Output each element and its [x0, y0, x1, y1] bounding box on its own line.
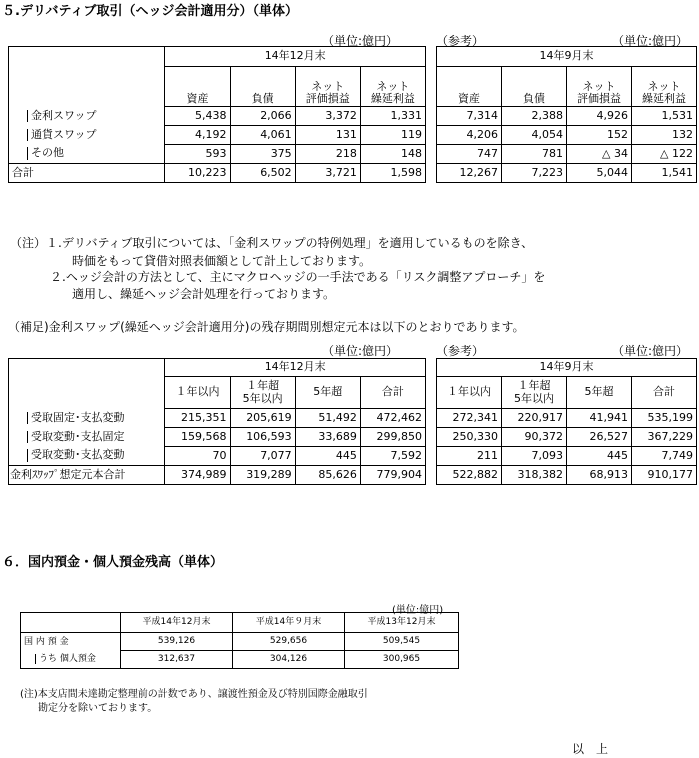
header-1-5y: １年超 5年以内 — [230, 377, 295, 409]
cell: 593 — [165, 145, 230, 164]
table-row-total — [9, 466, 426, 485]
cell: 7,077 — [230, 447, 295, 466]
cell: 7,223 — [502, 164, 567, 183]
table-row — [437, 145, 697, 164]
header-within-1y: １年以内 — [437, 377, 502, 409]
cell: 1,331 — [360, 107, 425, 126]
row-label: 通貨スワップ — [9, 126, 165, 145]
row-label: 受取変動･支払変動 — [9, 447, 165, 466]
cell: 5,044 — [567, 164, 632, 183]
cell: 3,372 — [295, 107, 360, 126]
cell: 779,904 — [360, 466, 425, 485]
header-over-5y: 5年超 — [567, 377, 632, 409]
cell: 131 — [295, 126, 360, 145]
cell: 1,598 — [360, 164, 425, 183]
cell: 10,223 — [165, 164, 230, 183]
header-over-5y: 5年超 — [295, 377, 360, 409]
swap-notional-table — [8, 358, 426, 485]
cell: 445 — [295, 447, 360, 466]
cell: 272,341 — [437, 409, 502, 428]
deposits-table — [20, 612, 459, 669]
cell: 6,502 — [230, 164, 295, 183]
cell: 781 — [502, 145, 567, 164]
row-label: 金利ｽﾜｯﾌﾟ想定元本合計 — [9, 466, 165, 485]
cell: 68,913 — [567, 466, 632, 485]
cell: △ 122 — [632, 145, 697, 164]
derivatives-table — [8, 46, 426, 183]
cell: 3,721 — [295, 164, 360, 183]
cell: 375 — [230, 145, 295, 164]
corner-cell — [21, 613, 121, 633]
section6-note: 勘定分を除いております。 — [38, 703, 158, 714]
cell: 159,568 — [165, 428, 230, 447]
cell: 220,917 — [502, 409, 567, 428]
note-line: （注）１.デリバティブ取引については、「金利スワップの特例処理」を適用しているものを除き、 — [10, 236, 534, 250]
table-row-total — [437, 164, 697, 183]
table-row-total — [437, 466, 697, 485]
table-row-total — [9, 164, 426, 183]
cell: 4,206 — [437, 126, 502, 145]
cell: 218 — [295, 145, 360, 164]
cell: 509,545 — [345, 633, 459, 651]
supplement-ref-label: （参考） — [436, 344, 485, 358]
cell: 1,531 — [632, 107, 697, 126]
cell: 4,054 — [502, 126, 567, 145]
header-total: 合計 — [632, 377, 697, 409]
header-dec-2001: 平成13年12月末 — [345, 613, 459, 633]
section5-ref-unit: （単位:億円） — [612, 34, 689, 48]
section6-unit: (単位:億円) — [392, 605, 444, 616]
header-assets: 資産 — [165, 67, 230, 107]
cell: 132 — [632, 126, 697, 145]
cell: 529,656 — [233, 633, 345, 651]
cell: 7,314 — [437, 107, 502, 126]
note-line: 適用し、繰延ヘッジ会計処理を行っております。 — [72, 287, 336, 301]
row-label: その他 — [9, 145, 165, 164]
row-label: 合計 — [9, 164, 165, 183]
corner-cell — [9, 47, 165, 107]
period-header: 14年12月末 — [165, 359, 426, 377]
note-line: 時価をもって貸借対照表価額として計上しております。 — [72, 254, 372, 268]
cell: 522,882 — [437, 466, 502, 485]
cell: 7,592 — [360, 447, 425, 466]
cell: 148 — [360, 145, 425, 164]
cell: 70 — [165, 447, 230, 466]
cell: 2,066 — [230, 107, 295, 126]
supplement-title: （補足)金利スワップ(繰延ヘッジ会計適用分)の残存期間別想定元本は以下のとおりであります。 — [8, 320, 525, 334]
table-row — [437, 409, 697, 428]
section5-title: ５.デリバティブ取引（ヘッジ会計適用分）（単体） — [2, 4, 299, 19]
cell: 7,093 — [502, 447, 567, 466]
cell: 51,492 — [295, 409, 360, 428]
cell: 299,850 — [360, 428, 425, 447]
header-net-deferred: ネット 繰延利益 — [632, 67, 697, 107]
table-row — [9, 409, 426, 428]
section6-note: (注)本支店間未達勘定整理前の計数であり、譲渡性預金及び特別国際金融取引 — [20, 689, 368, 700]
table-row — [9, 107, 426, 126]
table-row — [437, 447, 697, 466]
header-within-1y: １年以内 — [165, 377, 230, 409]
cell: 90,372 — [502, 428, 567, 447]
section5-ref-label: （参考） — [436, 34, 485, 48]
table-row — [437, 428, 697, 447]
cell: 304,126 — [233, 651, 345, 669]
header-assets: 資産 — [437, 67, 502, 107]
table-row — [9, 428, 426, 447]
header-liabilities: 負債 — [502, 67, 567, 107]
cell: 2,388 — [502, 107, 567, 126]
cell: 1,541 — [632, 164, 697, 183]
row-label: 受取固定･支払変動 — [9, 409, 165, 428]
corner-cell — [9, 359, 165, 409]
cell: 312,637 — [121, 651, 233, 669]
cell: 215,351 — [165, 409, 230, 428]
row-label: 金利スワップ — [9, 107, 165, 126]
cell: 318,382 — [502, 466, 567, 485]
table-row — [9, 447, 426, 466]
cell: 747 — [437, 145, 502, 164]
supplement-ref-unit: （単位:億円） — [612, 344, 689, 358]
section6-title: ６．国内預金・個人預金残高（単体） — [2, 555, 224, 570]
cell: 7,749 — [632, 447, 697, 466]
cell: 211 — [437, 447, 502, 466]
cell: 539,126 — [121, 633, 233, 651]
table-row — [437, 107, 697, 126]
cell: 445 — [567, 447, 632, 466]
cell: 4,061 — [230, 126, 295, 145]
cell: 85,626 — [295, 466, 360, 485]
period-header: 14年9月末 — [437, 47, 697, 67]
supplement-unit: （単位:億円） — [322, 344, 399, 358]
cell: 41,941 — [567, 409, 632, 428]
derivatives-ref-table — [436, 46, 697, 183]
cell: 12,267 — [437, 164, 502, 183]
cell: △ 34 — [567, 145, 632, 164]
cell: 5,438 — [165, 107, 230, 126]
row-label: 受取変動･支払固定 — [9, 428, 165, 447]
header-1-5y: １年超 5年以内 — [502, 377, 567, 409]
period-header: 14年9月末 — [437, 359, 697, 377]
cell: 910,177 — [632, 466, 697, 485]
section5-unit: （単位:億円） — [322, 34, 399, 48]
swap-notional-ref-table — [436, 358, 697, 485]
cell: 300,965 — [345, 651, 459, 669]
table-row — [9, 145, 426, 164]
cell: 374,989 — [165, 466, 230, 485]
header-net-valuation: ネット 評価損益 — [567, 67, 632, 107]
table-row — [437, 126, 697, 145]
header-total: 合計 — [360, 377, 425, 409]
period-header: 14年12月末 — [165, 47, 426, 67]
table-row — [21, 633, 459, 651]
cell: 472,462 — [360, 409, 425, 428]
header-liabilities: 負債 — [230, 67, 295, 107]
end-mark: 以 上 — [572, 742, 609, 756]
header-sep-2002: 平成14年９月末 — [233, 613, 345, 633]
row-label: うち 個人預金 — [21, 651, 121, 669]
header-net-deferred: ネット 繰延利益 — [360, 67, 425, 107]
cell: 535,199 — [632, 409, 697, 428]
cell: 119 — [360, 126, 425, 145]
cell: 26,527 — [567, 428, 632, 447]
cell: 367,229 — [632, 428, 697, 447]
cell: 250,330 — [437, 428, 502, 447]
cell: 205,619 — [230, 409, 295, 428]
header-dec-2002: 平成14年12月末 — [121, 613, 233, 633]
table-row — [21, 651, 459, 669]
note-line: ２.ヘッジ会計の方法として、主にマクロヘッジの一手法である「リスク調整アプローチ」を — [50, 270, 546, 284]
row-label: 国 内 預 金 — [21, 633, 121, 651]
header-net-valuation: ネット 評価損益 — [295, 67, 360, 107]
cell: 4,192 — [165, 126, 230, 145]
cell: 4,926 — [567, 107, 632, 126]
cell: 106,593 — [230, 428, 295, 447]
cell: 33,689 — [295, 428, 360, 447]
cell: 319,289 — [230, 466, 295, 485]
table-row — [9, 126, 426, 145]
cell: 152 — [567, 126, 632, 145]
